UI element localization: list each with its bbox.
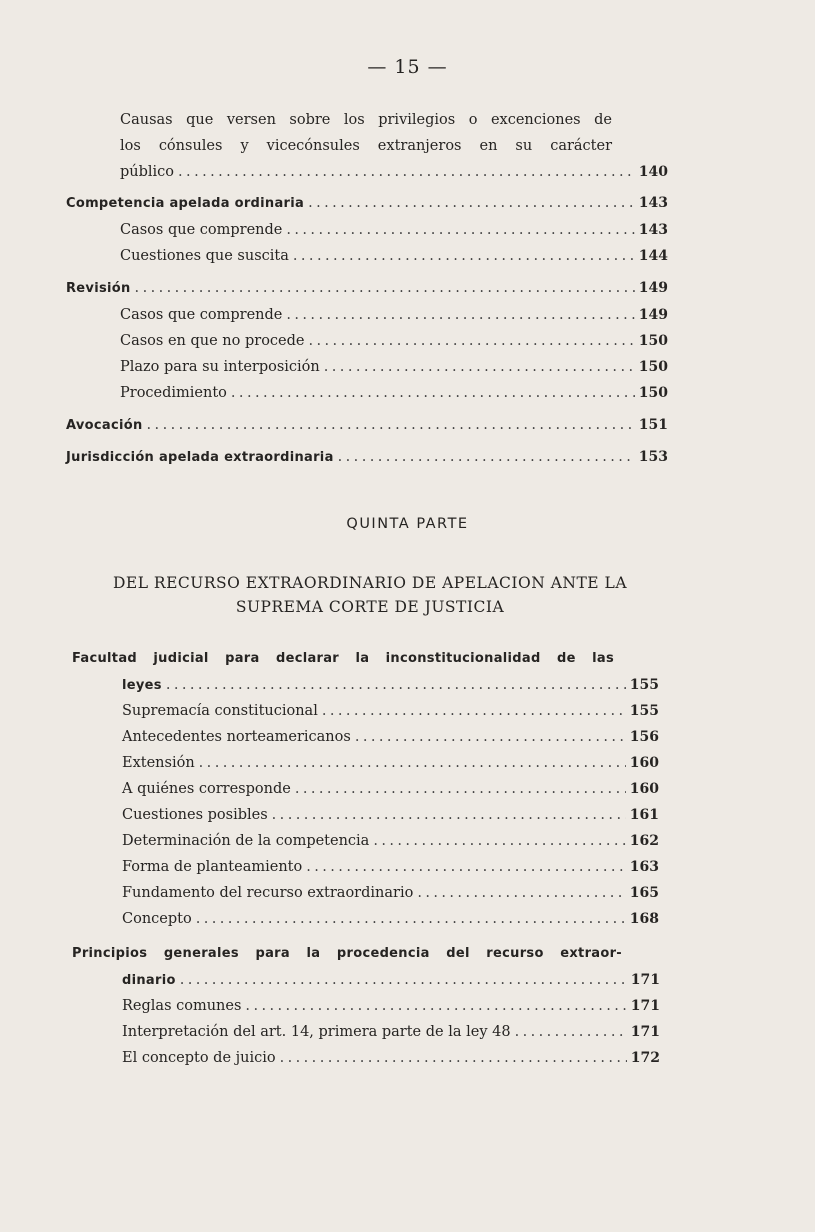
toc-entry-cuestiones-posibles [122,807,659,823]
toc-entry-label: Fundamento del recurso extraordinario [122,885,414,901]
toc-entry-page: 150 [638,359,668,375]
toc-entry-label: Determinación de la competencia [122,833,370,849]
section-heading: QUINTA PARTE [346,516,469,532]
leader-dots [309,333,635,349]
toc-entry-page: 143 [638,195,668,211]
leader-dots [293,248,635,264]
toc-entry-label: Interpretación del art. 14, primera parte de la ley 48 [122,1024,511,1040]
toc-entry-concepto-de-juicio [122,1050,660,1066]
toc-entry-page: 149 [638,280,668,296]
toc-entry-revision [66,280,668,296]
leader-dots [135,280,635,296]
toc-entry-label: Cuestiones posibles [122,807,268,823]
toc-entry-concepto [122,911,659,927]
toc-entry-casos-en-que-no-procede [120,333,668,349]
toc-entry-page: 171 [630,972,660,988]
toc-entry-procedimiento [120,385,668,401]
toc-entry-page: 153 [638,449,668,465]
toc-entry-label: Forma de planteamiento [122,859,303,875]
toc-entry-page: 163 [629,859,659,875]
toc-entry-page: 143 [638,222,668,238]
toc-entry-casos-que-comprende-2 [120,307,668,323]
toc-entry-label: Casos que comprende [120,307,283,323]
toc-entry-competencia-apelada [66,195,668,211]
toc-entry-interpretacion [122,1024,660,1040]
toc-entry-label: Concepto [122,911,192,927]
leader-dots [180,972,627,988]
leader-dots [199,755,626,771]
toc-entry-page: 161 [629,807,659,823]
toc-entry-label: público [120,164,175,180]
toc-entry-page: 172 [630,1050,660,1066]
toc-entry-cuestiones-que-suscita [120,248,668,264]
page-number: — 15 — [367,56,448,78]
toc-entry-antecedentes [122,729,659,745]
toc-entry-label: Casos en que no procede [120,333,305,349]
toc-entry-label: dinario [122,973,176,988]
toc-entry-dinario [122,972,660,988]
toc-entry-page: 155 [629,677,659,693]
leader-dots [515,1024,627,1040]
toc-entry-label: Cuestiones que suscita [120,248,289,264]
toc-entry-label: Avocación [66,418,143,433]
section-title [60,571,680,619]
leader-dots [355,729,626,745]
toc-entry-label: Procedimiento [120,385,227,401]
leader-dots [286,307,634,323]
toc-entry-forma [122,859,659,875]
toc-entry-publico [120,164,668,180]
toc-entry-avocacion [66,417,668,433]
leader-dots [308,195,635,211]
toc-heading-facultad-line-1: Facultad judicial para declarar la inconstitucionalidad de las [72,651,614,666]
toc-entry-page: 171 [630,1024,660,1040]
toc-entry-jurisdiccion-apelada [66,449,668,465]
leader-dots [417,885,625,901]
toc-entry-label: Casos que comprende [120,222,283,238]
toc-entry-page: 155 [629,703,659,719]
toc-entry-a-quienes [122,781,659,797]
toc-entry-label: Extensión [122,755,195,771]
toc-entry-page: 162 [629,833,659,849]
toc-entry-label: Jurisdicción apelada extraordinaria [66,450,334,465]
section-title-line-2: SUPREMA CORTE DE JUSTICIA [235,598,505,616]
leader-dots [280,1050,627,1066]
leader-dots [373,833,625,849]
section-title-line-1: DEL RECURSO EXTRAORDINARIO DE APELACION ANTE LA [112,574,628,592]
toc-entry-casos-que-comprende [120,222,668,238]
toc-entry-page: 168 [629,911,659,927]
leader-dots [306,859,626,875]
toc-intro-line-1: Causas que versen sobre los privilegios o excenciones de [120,112,612,128]
leader-dots [178,164,635,180]
toc-entry-extension [122,755,659,771]
toc-entry-label: El concepto de juicio [122,1050,276,1066]
toc-entry-label: Plazo para su interposición [120,359,320,375]
leader-dots [286,222,634,238]
toc-entry-label: leyes [122,678,162,693]
toc-entry-determinacion [122,833,659,849]
toc-entry-label: Revisión [66,281,131,296]
leader-dots [245,998,626,1014]
toc-entry-label: Supremacía constitucional [122,703,318,719]
leader-dots [166,677,626,693]
toc-entry-page: 160 [629,755,659,771]
toc-entry-plazo [120,359,668,375]
toc-heading-principios-line-1: Principios generales para la procedencia del recurso extraor- [72,946,622,961]
leader-dots [196,911,626,927]
toc-entry-label: Competencia apelada ordinaria [66,196,305,211]
toc-entry-fundamento [122,885,659,901]
leader-dots [322,703,626,719]
toc-entry-page: 150 [638,333,668,349]
leader-dots [147,417,635,433]
toc-entry-label: A quiénes corresponde [122,781,291,797]
toc-entry-label: Antecedentes norteamericanos [122,729,351,745]
leader-dots [338,449,635,465]
toc-entry-page: 144 [638,248,668,264]
toc-entry-page: 171 [630,998,660,1014]
toc-entry-page: 160 [629,781,659,797]
leader-dots [324,359,635,375]
toc-entry-page: 140 [638,164,668,180]
toc-entry-leyes [122,677,659,693]
toc-entry-page: 150 [638,385,668,401]
toc-entry-page: 165 [629,885,659,901]
toc-entry-reglas-comunes [122,998,660,1014]
toc-intro-line-2: los cónsules y vicecónsules extranjeros en su carácter [120,138,612,154]
toc-entry-page: 151 [638,417,668,433]
toc-entry-label: Reglas comunes [122,998,242,1014]
toc-entry-supremacia [122,703,659,719]
toc-entry-page: 156 [629,729,659,745]
toc-entry-page: 149 [638,307,668,323]
leader-dots [295,781,626,797]
leader-dots [231,385,635,401]
leader-dots [272,807,626,823]
